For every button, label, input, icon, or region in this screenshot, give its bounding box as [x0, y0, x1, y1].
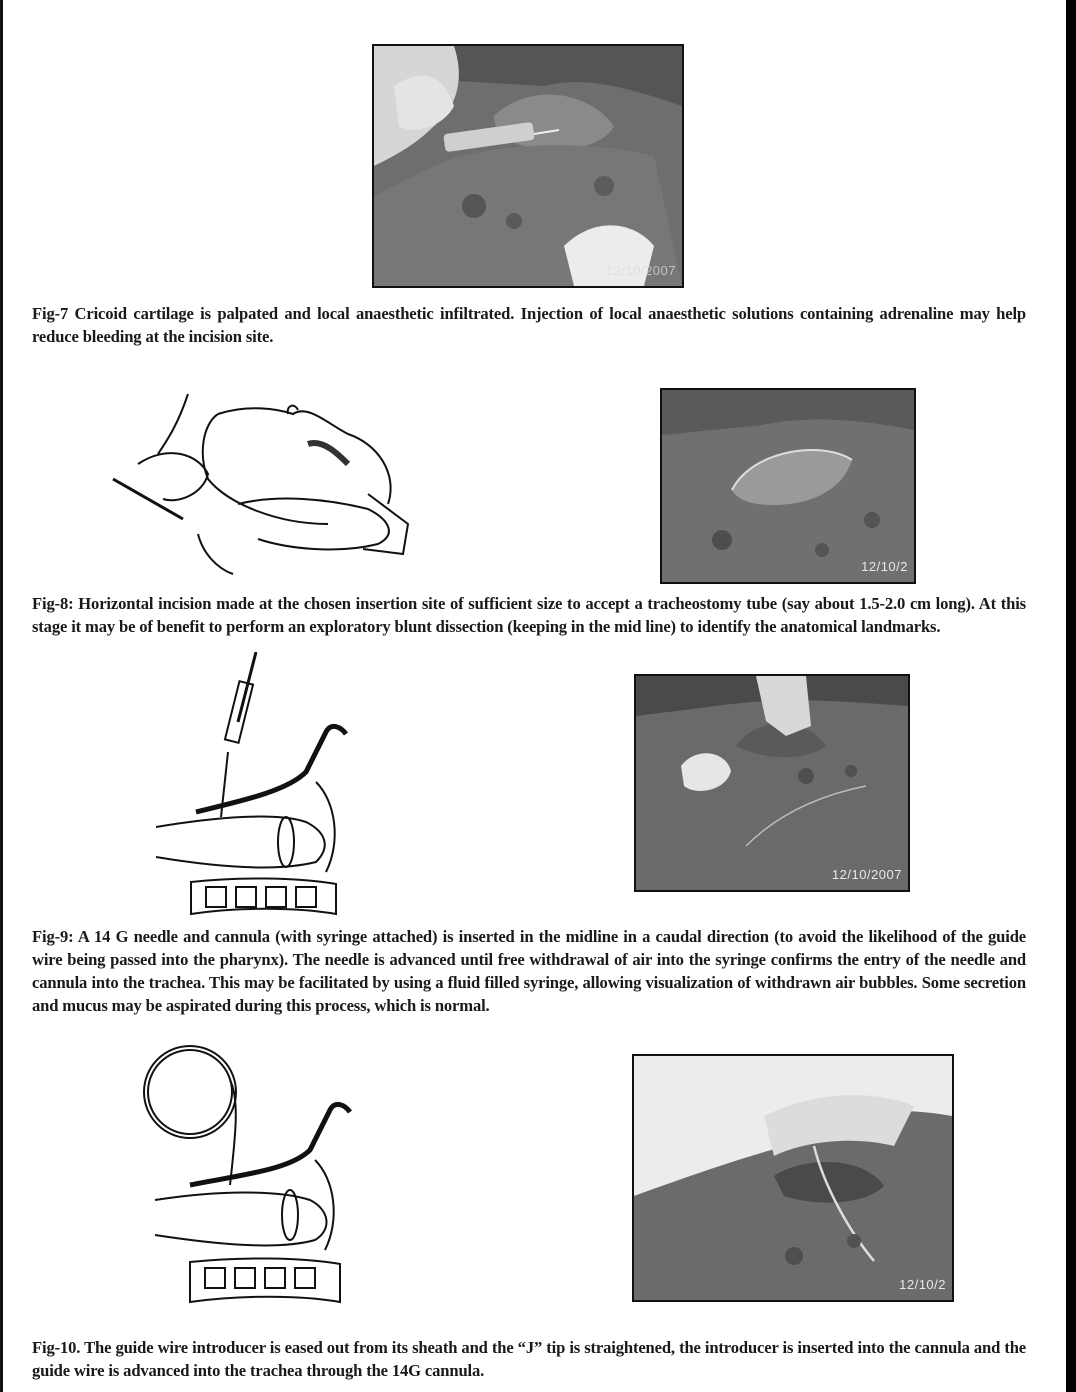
fig7-photo-date: 12/10/2007: [605, 263, 676, 278]
fig7-caption: Fig-7 Cricoid cartilage is palpated and local anaesthetic infiltrated. Injection of local anaesthetic solutions containing adrenaline may help reduce bleeding at the incision site.: [32, 304, 1026, 346]
fig9-photo: [634, 674, 910, 892]
fig10-drawing: [140, 1040, 370, 1312]
fig9-photo-date: 12/10/2007: [831, 867, 902, 882]
fig8-photo-date: 12/10/2: [861, 559, 908, 574]
fig9-caption: Fig-9: A 14 G needle and cannula (with syringe attached) is inserted in the midline in a caudal direction (to avoid the likelihood of the guide wire being passed into the pharynx). The needle is advanced until free withdrawal of air into the syringe confirms the entry of the needle and cannula into the trachea. This may be facilitated by using a fluid filled syringe, allowing visualization of withdrawn air bubbles. Some secretion and mucus may be aspirated during this process, which is normal.: [32, 927, 1026, 1015]
fig10-caption: Fig-10. The guide wire introducer is eased out from its sheath and the “J” tip is straightened, the introducer is inserted into the cannula and the guide wire is advanced into the trachea through the 14G cannula.: [32, 1338, 1026, 1380]
fig9-drawing: [156, 652, 366, 922]
fig8-photo: [660, 388, 916, 584]
fig7-photo: [372, 44, 684, 288]
page-right-edge: [1066, 0, 1076, 1392]
fig10-photo: [632, 1054, 954, 1302]
fig8-caption: Fig-8: Horizontal incision made at the chosen insertion site of sufficient size to accept a tracheostomy tube (say about 1.5-2.0 cm long). At this stage it may be of benefit to perform an exploratory blunt dissection (keeping in the mid line) to identify the anatomical landmarks.: [32, 594, 1026, 636]
fig10-photo-date: 12/10/2: [899, 1277, 946, 1292]
page-left-edge: [0, 0, 3, 1392]
fig8-drawing: [108, 384, 418, 584]
